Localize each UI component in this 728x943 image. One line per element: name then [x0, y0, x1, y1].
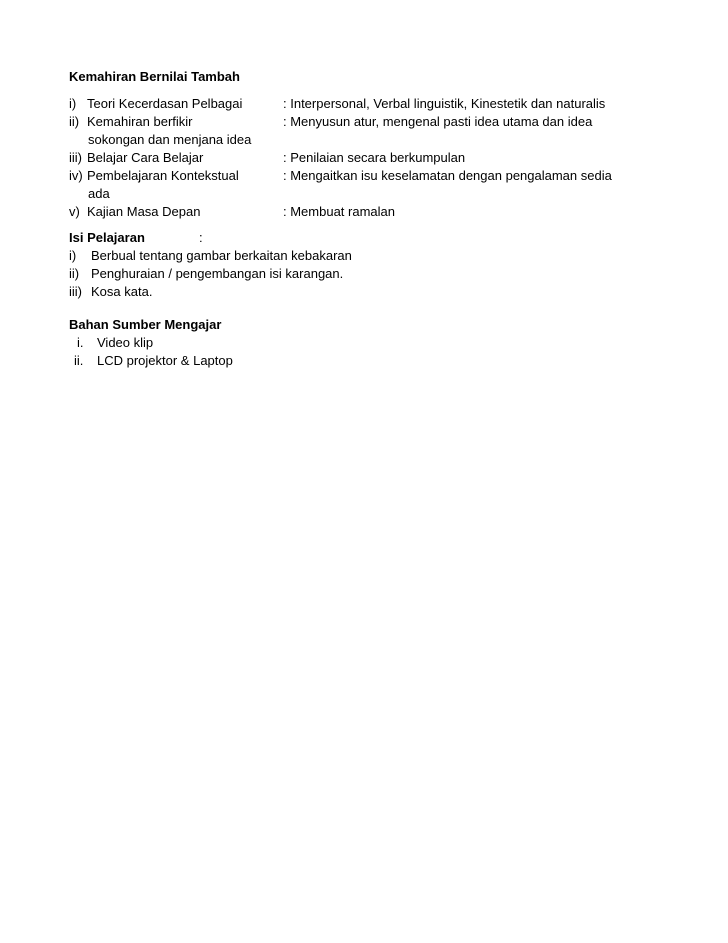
kemahiran-row	[69, 113, 669, 131]
row-continuation: sokongan dan menjana idea	[88, 132, 252, 147]
kemahiran-row	[69, 203, 669, 221]
kemahiran-row	[69, 167, 669, 185]
item-text: Penghuraian / pengembangan isi karangan.	[91, 266, 344, 281]
row-label: Pembelajaran Kontekstual	[87, 168, 239, 183]
item-number: ii.	[74, 353, 84, 368]
isi-list-item	[69, 247, 352, 265]
row-label: Belajar Cara Belajar	[87, 150, 204, 165]
row-continuation: ada	[88, 186, 110, 201]
bahan-list-item	[77, 334, 153, 352]
row-number: iii)	[69, 150, 82, 165]
row-value: : Interpersonal, Verbal linguistik, Kinestetik dan naturalis	[283, 96, 606, 111]
item-number: i)	[69, 248, 77, 263]
item-text: LCD projektor & Laptop	[97, 353, 233, 368]
item-text: Kosa kata.	[91, 284, 153, 299]
kemahiran-row	[69, 95, 669, 113]
isi-colon: :	[199, 230, 203, 245]
isi-list-item	[69, 265, 343, 283]
isi-list-item	[69, 283, 152, 301]
row-value: : Membuat ramalan	[283, 204, 395, 219]
isi-heading: Isi Pelajaran	[69, 230, 145, 245]
item-number: i.	[77, 335, 84, 350]
row-number: i)	[69, 96, 77, 111]
row-label: Kemahiran berfikir	[87, 114, 193, 129]
row-label: Kajian Masa Depan	[87, 204, 201, 219]
kemahiran-row	[69, 149, 669, 167]
row-number: v)	[69, 204, 80, 219]
row-value: : Menyusun atur, mengenal pasti idea utama dan idea	[283, 114, 593, 129]
row-value: : Penilaian secara berkumpulan	[283, 150, 466, 165]
kemahiran-heading: Kemahiran Bernilai Tambah	[69, 69, 240, 84]
item-text: Berbual tentang gambar berkaitan kebakaran	[91, 248, 352, 263]
row-label: Teori Kecerdasan Pelbagai	[87, 96, 243, 111]
row-number: iv)	[69, 168, 83, 183]
item-number: iii)	[69, 284, 82, 299]
row-value: : Mengaitkan isu keselamatan dengan pengalaman sedia	[283, 168, 612, 183]
bahan-list-item	[74, 352, 233, 370]
item-number: ii)	[69, 266, 80, 281]
item-text: Video klip	[97, 335, 154, 350]
row-number: ii)	[69, 114, 80, 129]
bahan-heading: Bahan Sumber Mengajar	[69, 317, 222, 332]
